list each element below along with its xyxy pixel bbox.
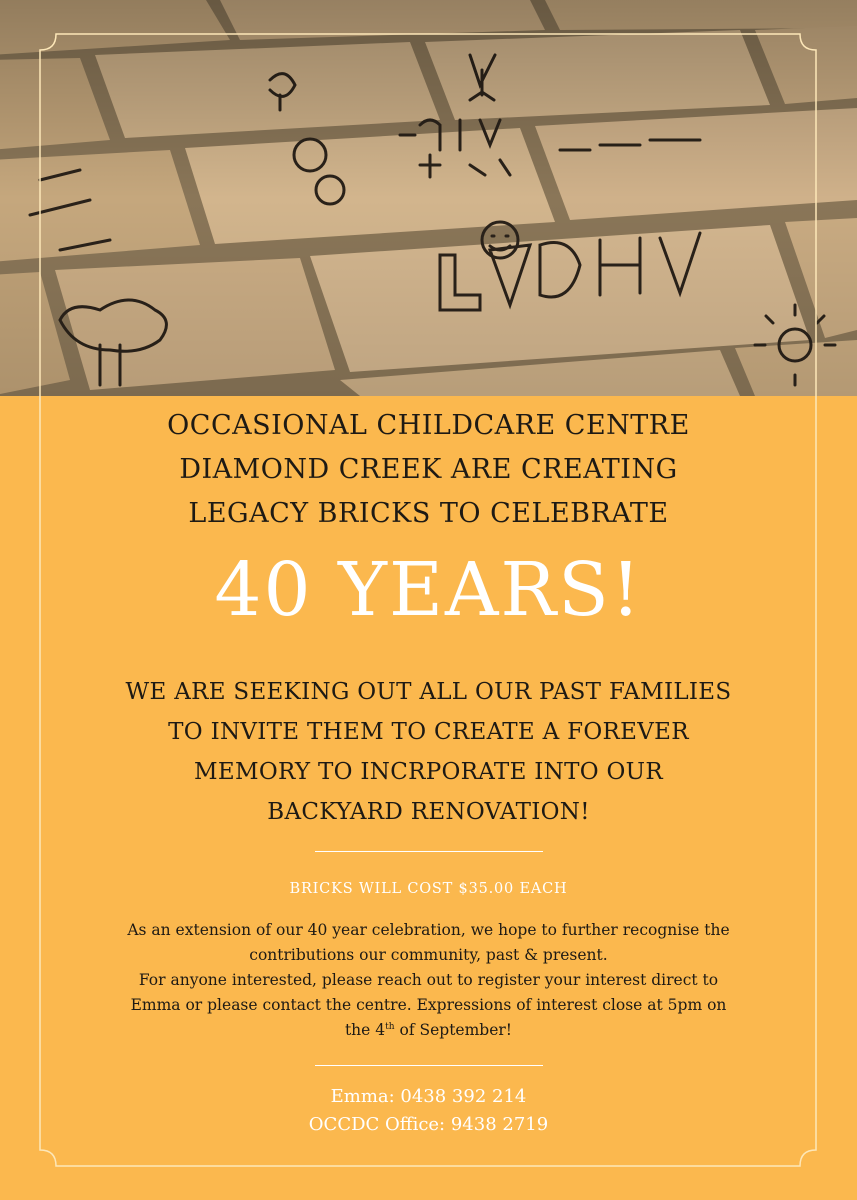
brick-photo (0, 0, 857, 396)
body-line-3: For anyone interested, please reach out to register your interest direct to (138, 971, 719, 989)
divider-bottom (315, 1065, 543, 1066)
contact-office: OCCDC Office: 9438 2719 (308, 1114, 549, 1135)
cost-line: BRICKS WILL COST $35.00 EACH (289, 881, 568, 897)
body-line-1: As an extension of our 40 year celebration, we hope to further recognise the (127, 921, 730, 939)
divider-top (315, 851, 543, 852)
heading-line-2: DIAMOND CREEK ARE CREATING (179, 454, 678, 485)
seeking-line-3: MEMORY TO INCRPORATE INTO OUR (194, 759, 663, 785)
body-line-4: Emma or please contact the centre. Expressions of interest close at 5pm on (130, 996, 727, 1014)
contact-emma: Emma: 0438 392 214 (330, 1086, 527, 1107)
contacts (0, 1083, 857, 1139)
body-last-after: of September! (394, 1021, 513, 1039)
body-last-before: the 4 (344, 1021, 386, 1039)
body-text (0, 918, 857, 1043)
seeking-line-2: TO INVITE THEM TO CREATE A FOREVER (168, 719, 689, 745)
body-last-sup: th (385, 1021, 395, 1032)
heading-line-3: LEGACY BRICKS TO CELEBRATE (188, 498, 669, 529)
body-line-5 (0, 1018, 857, 1043)
big-title: 40 YEARS! (214, 547, 643, 633)
seeking-line-4: BACKYARD RENOVATION! (267, 799, 590, 825)
heading (0, 404, 857, 536)
heading-line-1: OCCASIONAL CHILDCARE CENTRE (167, 410, 690, 441)
body-line-2: contributions our community, past & present. (249, 946, 608, 964)
seeking-text (0, 672, 857, 832)
seeking-line-1: WE ARE SEEKING OUT ALL OUR PAST FAMILIES (125, 679, 732, 705)
